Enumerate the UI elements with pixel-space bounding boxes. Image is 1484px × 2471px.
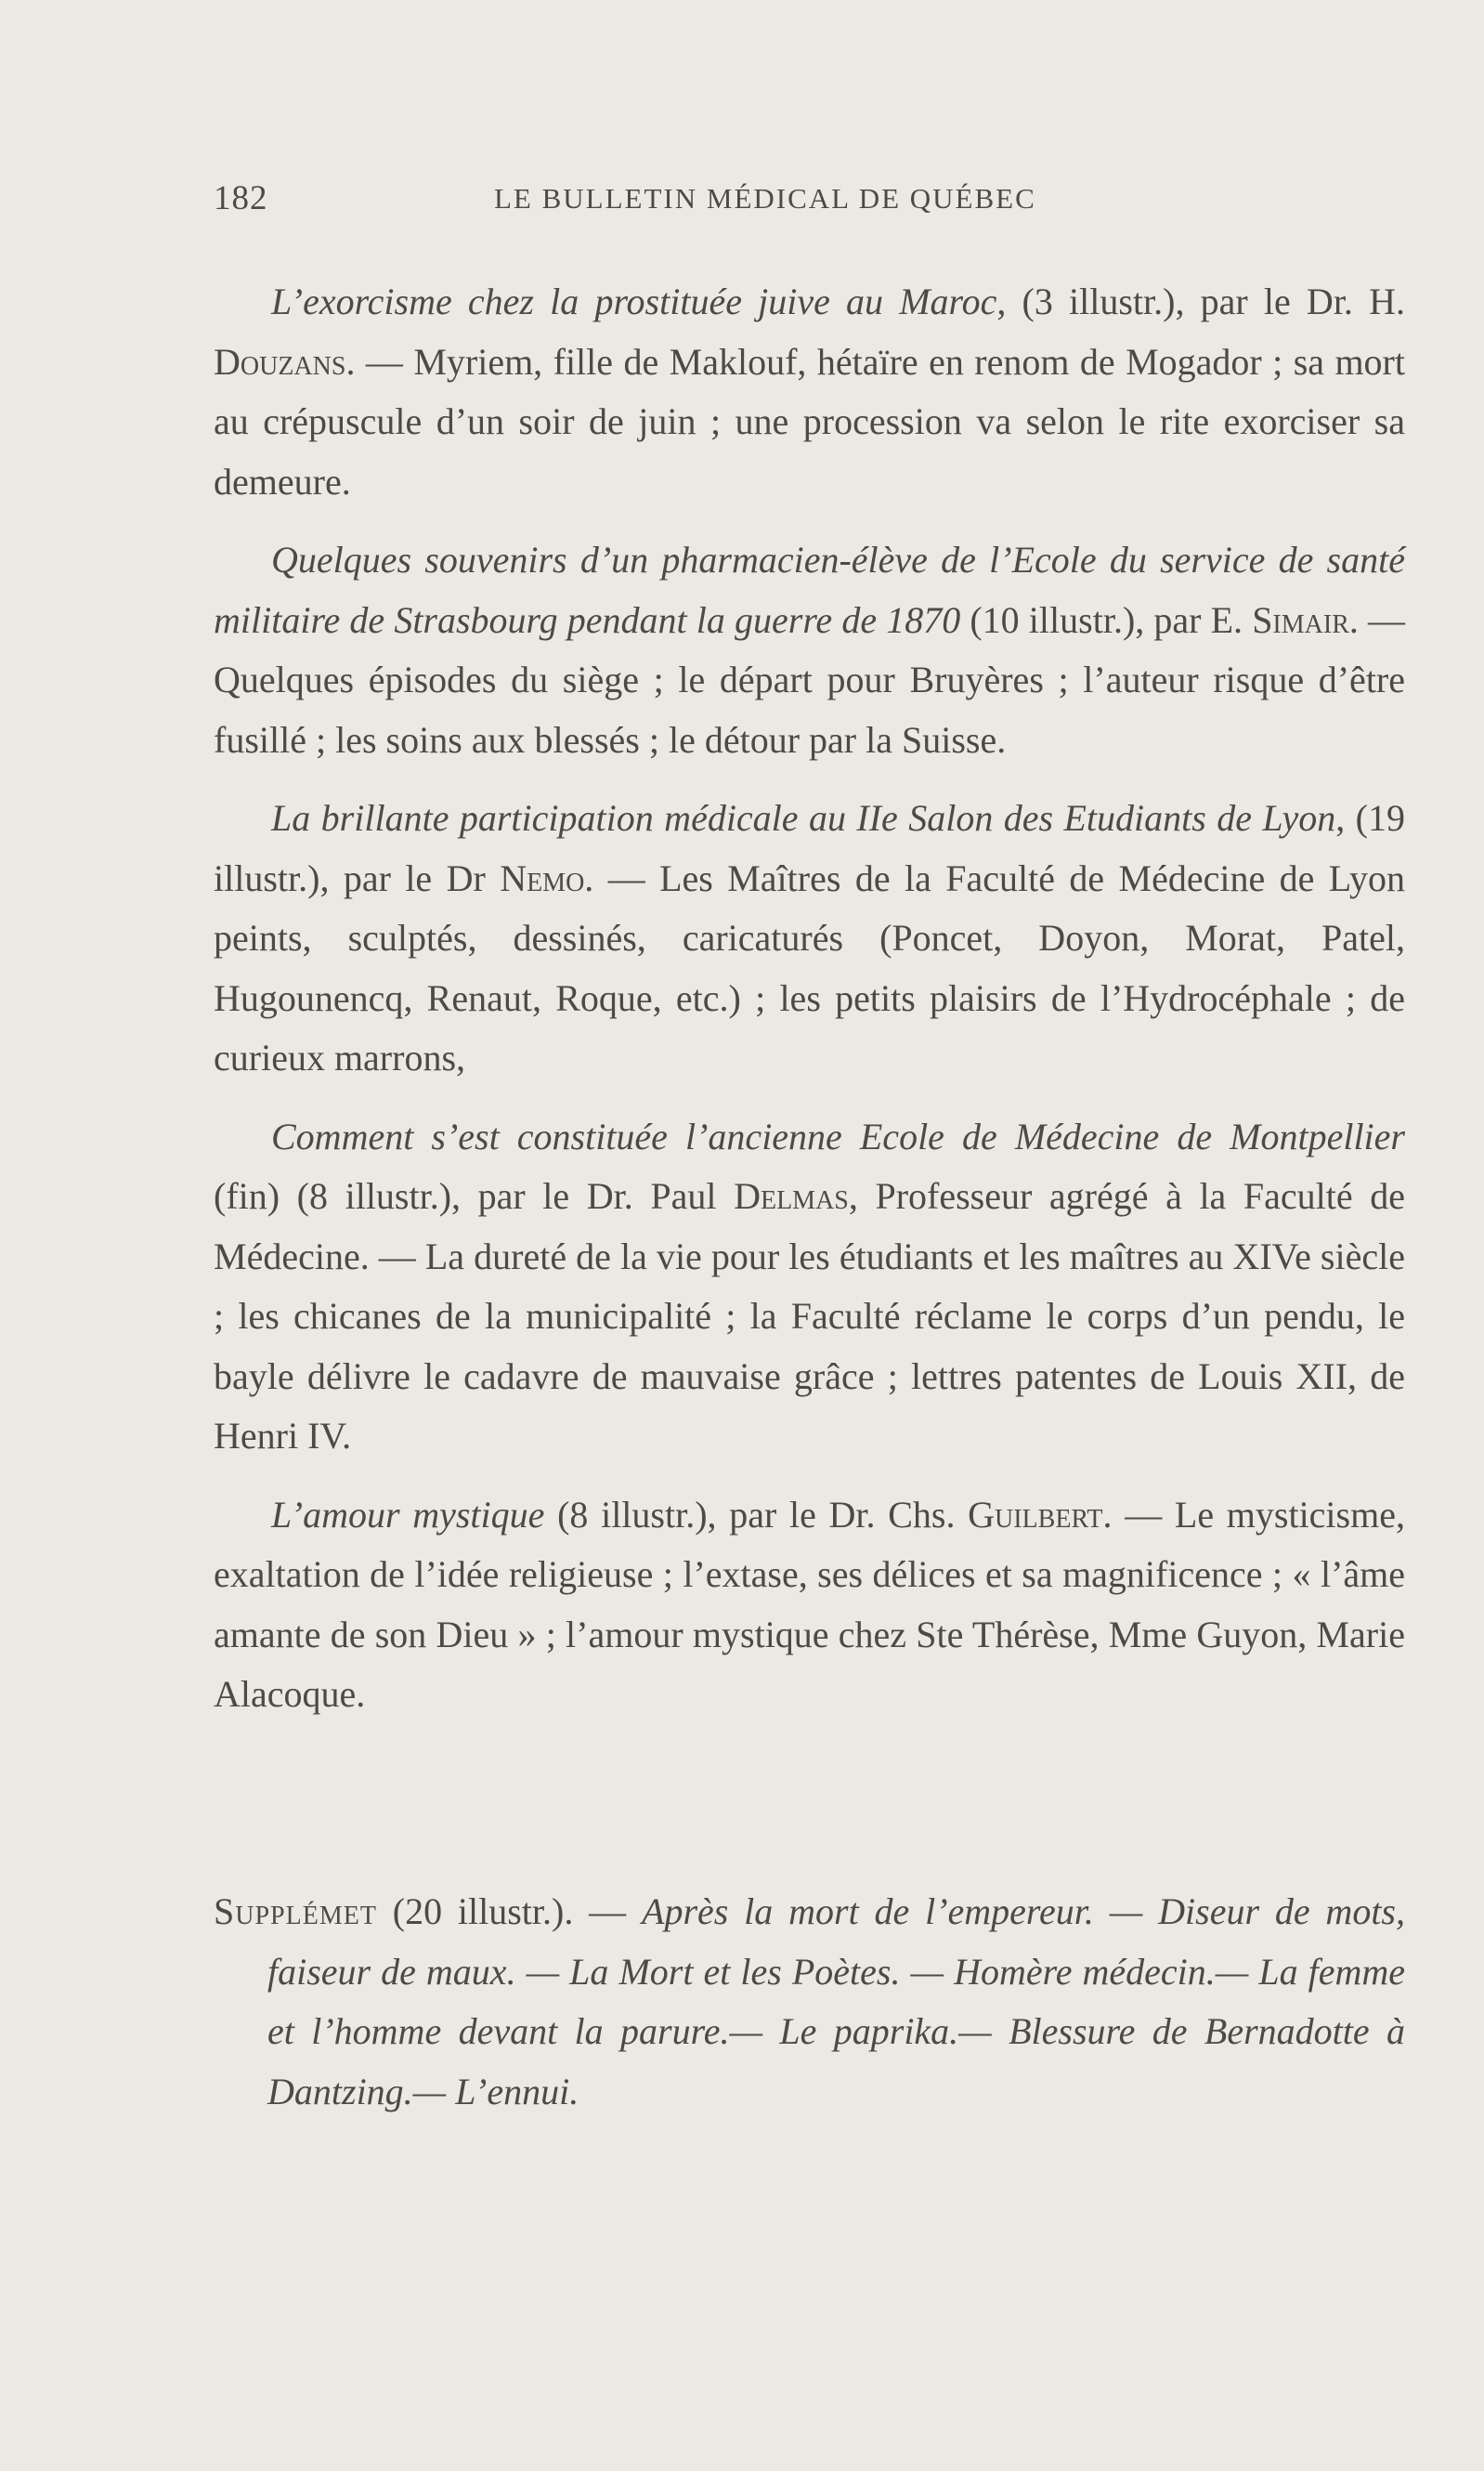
article-author: Douzans — [214, 340, 346, 383]
article-meta: (8 illustr.), par le Dr. Chs. — [544, 1493, 969, 1536]
supplement-section — [214, 1882, 1405, 2122]
article-title: Comment s’est constituée l’ancienne Ecole de Médecine de Montpellier — [271, 1115, 1405, 1157]
supplement-meta: (20 illustr.). — — [376, 1890, 643, 1932]
article-summary: . — Quelques épisodes du siège ; le départ pour Bruyères ; l’auteur risque d’être fusillé ; les soins aux blessés ; le détour par la Suisse. — [214, 598, 1406, 761]
article-author: Delmas — [734, 1175, 849, 1217]
article-author: Guilbert — [968, 1493, 1103, 1536]
article-meta: (10 illustr.), par E. — [960, 598, 1253, 641]
article-entry — [214, 1107, 1405, 1467]
article-entry — [214, 530, 1405, 770]
article-entry — [214, 272, 1405, 512]
article-meta: , (3 illustr.), par le Dr. H. — [996, 281, 1405, 322]
article-summary: . — Myriem, fille de Maklouf, hétaïre en renom de Mogador ; sa mort au crépuscule d’un soir de juin ; une procession va selon le rite exorciser sa demeure. — [214, 340, 1405, 503]
article-author: Nemo — [500, 856, 585, 899]
article-title: Quelques souvenirs d’un pharmacien-élève de l’Ecole du service de santé militaire de Strasbourg pendant la guerre de 1870 — [214, 539, 1405, 641]
article-summary: , Professeur agrégé à la Faculté de Médecine. — La dureté de la vie pour les étudiants et les maîtres au XIVe siècle ; les chicanes de la municipalité ; la Faculté réclame le corps d’un pendu, le bayle délivre le cadavre de mauvaise grâce ; lettres patentes de Louis XII, de Henri IV. — [214, 1175, 1405, 1457]
article-author: Simair — [1252, 598, 1349, 641]
article-summary: . — Les Maîtres de la Faculté de Médecine de Lyon peints, sculptés, dessinés, caricaturés (Poncet, Doyon, Morat, Patel, Hugounencq, Renaut, Roque, etc.) ; les petits plaisirs de l’Hydrocéphale ; de curieux marrons, — [214, 856, 1405, 1079]
article-summary: . — Le mysticisme, exaltation de l’idée religieuse ; l’extase, ses délices et sa magnificence ; « l’âme amante de son Dieu » ; l’amour mystique chez Ste Thérèse, Mme Guyon, Marie Alacoque. — [214, 1493, 1405, 1715]
article-entry — [214, 1485, 1405, 1725]
page-number: 182 — [214, 179, 268, 217]
article-list — [214, 272, 1405, 1725]
supplement-label: Supplémet — [214, 1890, 377, 1932]
supplement-items: Après la mort de l’empereur. — Diseur de mots, faiseur de maux. — La Mort et les Poètes. — Homère médecin.— La femme et l’homme devant la parure.— Le paprika.— Blessure de Bernadotte à Dantzing.— L’ennui. — [267, 1890, 1406, 2112]
article-title: L’exorcisme chez la prostituée juive au Maroc — [271, 281, 997, 322]
article-title: L’amour mystique — [271, 1493, 545, 1536]
article-meta: (fin) (8 illustr.), par le Dr. Paul — [214, 1175, 735, 1217]
article-entry — [214, 789, 1405, 1089]
article-meta: , (19 illustr.), par le Dr — [214, 797, 1405, 899]
page-header — [214, 178, 1412, 223]
running-title: LE BULLETIN MÉDICAL DE QUÉBEC — [494, 182, 1036, 215]
article-title: La brillante participation médicale au IIe Salon des Etudiants de Lyon — [271, 797, 1336, 839]
